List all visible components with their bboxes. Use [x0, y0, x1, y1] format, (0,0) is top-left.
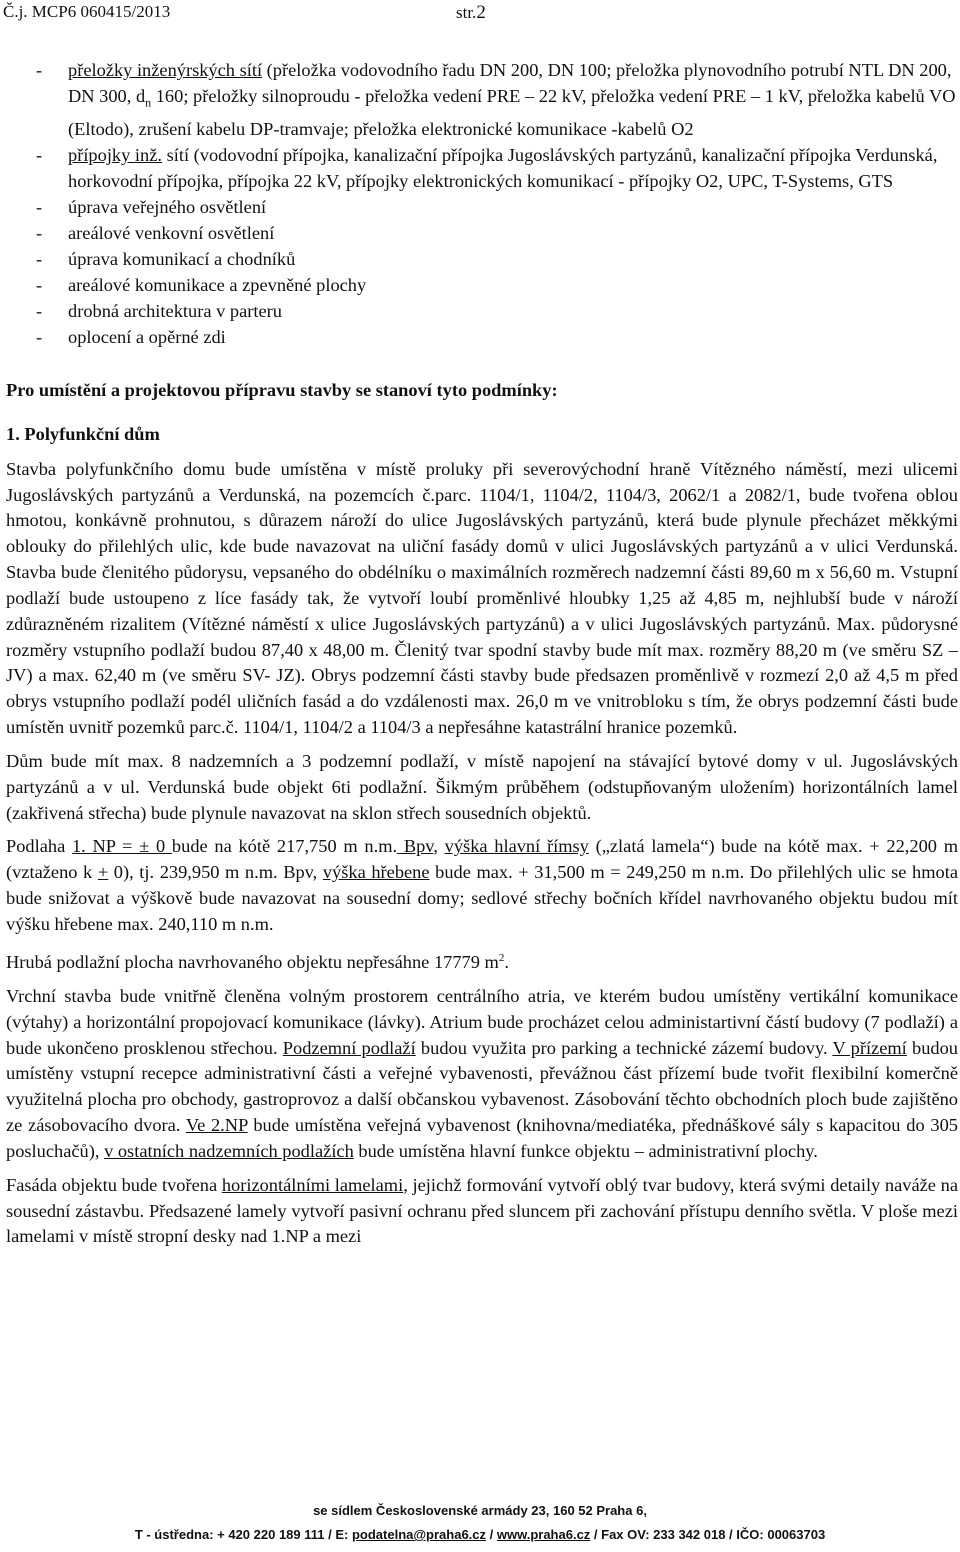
- paragraph-placement: Stavba polyfunkčního domu bude umístěna v místě proluky při severovýchodní hraně Vítězného náměstí, mezi ulicemi Jugoslávských partyzánů a Verdunská, na pozemcích č.parc. 1104/1, 1104/2, 1104/3, 2062/1 a 2082/1, bude tvořena oblou hmotou, konkávně prohnutou, s důrazem nároží do ulice Jugoslávských partyzánů, která bude plynule přecházet měkkými oblouky do přilehlých ulic, kde bude navazovat na uliční fasády domů v ulici Jugoslávských partyzánů a v ulici Verdunská. Stavba bude členitého půdorysu, vepsaného do obdélníku o maximálních rozměrech nadzemní části 89,60 m x 56,60 m. Vstupní podlaží bude ustoupeno z líce fasády tak, že vytvoří loubí proměnlivé hloubky 1,25 až 4,85 m, nejhlubší bude v nároží zdůrazněném rizalitem (Vítězné náměstí x ulice Jugoslávských partyzánů) a v ulici Jugoslávských partyzánů. Max. půdorysné rozměry vstupního podlaží budou 87,40 x 48,00 m. Členitý tvar spodní stavby bude mít max. rozměry 88,20 m (ve směru SZ – JV) a max. 62,40 m (ve směru SV- JZ). Obrys podzemní části stavby bude předsazen proměnlivě v rozmezí 2,0 až 4,5 m před obrys vstupního podlaží podél uličních fasád a do vzdálenosti max. 26,0 m ve vnitrobloku s tím, že obrys podzemní části bude umístěn uvnitř pozemků parc.č. 1104/1, 1104/2 a 1104/3 a nepřesáhne katastrální hranice pozemků.: [6, 458, 958, 738]
- conditions-heading: Pro umístění a projektovou přípravu stavby se stanoví tyto podmínky:: [6, 379, 558, 400]
- footer-address: se sídlem Československé armády 23, 160 52 Praha 6,: [313, 1503, 647, 1518]
- paragraph-heights: Podlaha 1. NP = ± 0 bude na kótě 217,750 m n.m. Bpv, výška hlavní římsy („zlatá lamela“) bude na kótě max. + 22,200 m (vztaženo k + 0), tj. 239,950 m n.m. Bpv, výška hřebene bude max. + 31,500 m = 249,250 m n.m. Do přilehlých ulic se hmota bude snižovat a výškově bude navazovat na sousední domy; sedlové střechy bočních křídel navrhovaného objektu budou mít výšku hřebene max. 240,110 m n.m.: [6, 836, 959, 935]
- page-header: [3, 2, 486, 23]
- email-link[interactable]: podatelna@praha6.cz: [351, 1527, 487, 1542]
- paragraph-floors: Dům bude mít max. 8 nadzemních a 3 podzemní podlaží, v místě napojení na stávající bytové domy v ul. Jugoslávských partyzánů a v ul. Verdunská bude objekt 6ti podlažní. Šikmým průběhem (odstupňovaným uložením) horizontálních lamel (zakřivená střecha) bude plynule navazovat na sklon střech sousedních objektů.: [6, 750, 958, 823]
- document-body: [6, 57, 958, 1250]
- paragraph-floor-area: Hrubá podlažní plocha navrhovaného objektu nepřesáhne 17779 $m^2$.: [6, 951, 509, 972]
- footer-contacts: T - ústředna: + 420 220 189 111 / E: podatelna@praha6.cz / www.praha6.cz / Fax OV: 233 342 018 / IČO: 00063703: [134, 1527, 826, 1542]
- reference-number: Č.j. MCP6 060415/2013: [3, 2, 171, 21]
- list-item: - úprava komunikací a chodníků: [36, 248, 296, 269]
- list-item: - oplocení a opěrné zdi: [36, 326, 226, 347]
- list-item: - drobná architektura v parteru: [36, 300, 282, 321]
- paragraph-interior: Vrchní stavba bude vnitřně členěna volným prostorem centrálního atria, ve kterém budou umístěny vertikální komunikace (výtahy) a horizontální propojovací komunikace (lávky). Atrium bude procházet celou administartivní částí budovy (7 podlaží) a bude ukončeno prosklenou střechou. Podzemní podlaží budou využita pro parking a technické zázemí budovy. V přízemí budou umístěny vstupní recepce administrativní části a veřejné vybavenosti, převážnou část přízemí bude tvořit flexibilní komerčně využitelná plocha pro obchody, gastroprovoz a další občanskou vybavenost. Zásobování těchto obchodních ploch bude zajištěno ze zásobovacího dvora. Ve 2.NP bude umístěna veřejná vybavenost (knihovna/mediatéka, přednáškové sály s kapacitou do 305 posluchačů), v ostatních nadzemních podlažích bude umístěna hlavní funkce objektu – administrativní plochy.: [6, 985, 958, 1161]
- website-link[interactable]: www.praha6.cz: [496, 1527, 591, 1542]
- construction-items-list: [6, 57, 958, 350]
- list-item: - přípojky inž. sítí (vodovodní přípojka, kanalizační přípojka Jugoslávských partyzánů, kanalizační přípojka Verdunská, horkovodní přípojka, přípojka 22 kV, přípojky elektronických komunikací - přípojky O2, UPC, T-Systems, GTS: [36, 144, 938, 191]
- page-footer: [0, 1499, 960, 1547]
- page-number: str.2: [456, 2, 486, 23]
- paragraph-facade: Fasáda objektu bude tvořena horizontálními lamelami, jejichž formování vytvoří oblý tvar budovy, která svými detaily naváže na sousední zástavbu. Předsazené lamely vytvoří pasivní ochranu před sluncem při zachování přístupu denního světla. V ploše mezi lamelami v místě stropní desky nad 1.NP a mezi: [6, 1174, 959, 1247]
- list-item: - areálové komunikace a zpevněné plochy: [36, 274, 367, 295]
- section-heading: 1. Polyfunkční dům: [6, 423, 160, 444]
- list-item: - úprava veřejného osvětlení: [36, 196, 267, 217]
- list-item: - přeložky inženýrských sítí (přeložka vodovodního řadu DN 200, DN 100; přeložka plynovodního potrubí NTL DN 200, DN 300, $d_n$ 160; přeložky silnoproudu - přeložka vedení PRE – 22 kV, přeložka vedení PRE – 1 kV, přeložka kabelů VO (Eltodo), zrušení kabelu DP-tramvaje; přeložka elektronické komunikace -kabelů O2: [36, 60, 956, 139]
- list-item: - areálové venkovní osvětlení: [36, 222, 275, 243]
